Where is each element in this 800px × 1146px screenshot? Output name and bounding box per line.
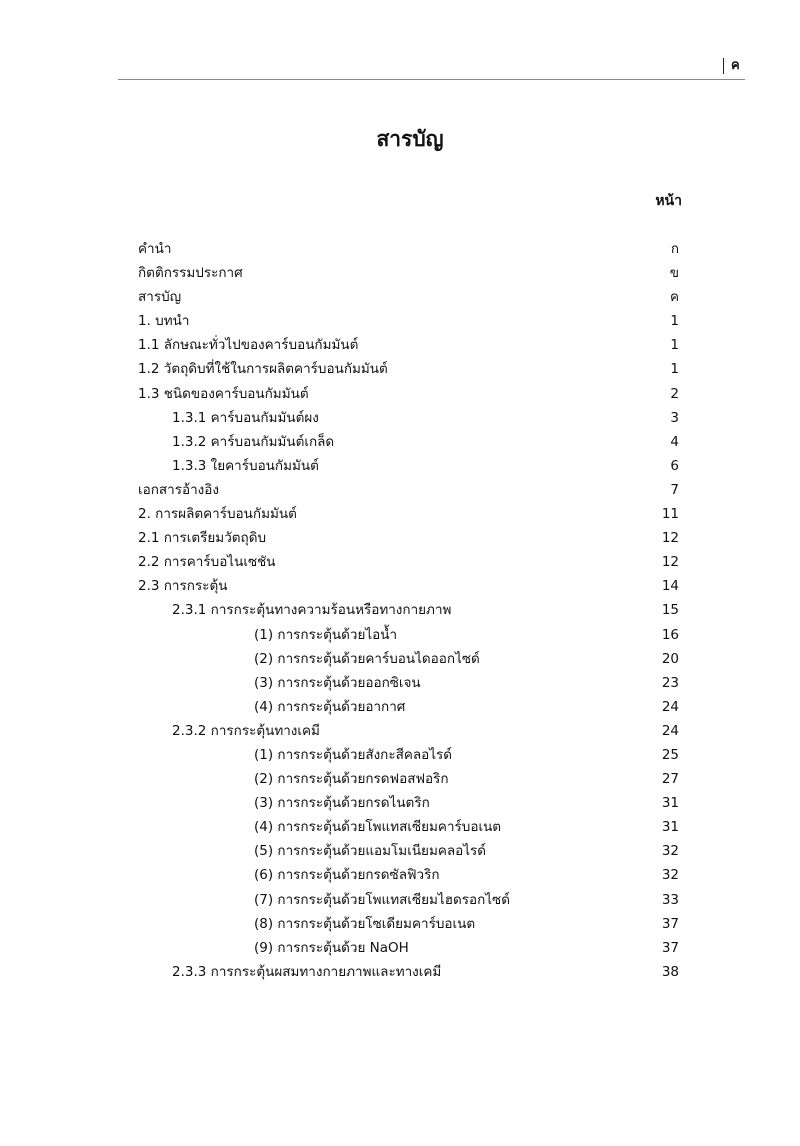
toc-entry <box>138 719 679 743</box>
toc-entry-page: 31 <box>661 795 679 812</box>
toc-entry-label: 2.3.1 การกระตุ้นทางความร้อนหรือทางกายภาพ <box>172 602 452 619</box>
toc-entry-page: 32 <box>661 867 679 884</box>
toc-entry <box>138 888 679 912</box>
toc-entry-label: (3) การกระตุ้นด้วยกรดไนตริก <box>254 795 430 812</box>
toc-entry-label: 1.3.3 ใยคาร์บอนกัมมันต์ <box>172 457 319 474</box>
toc-entry <box>138 623 679 647</box>
toc-entry-label: (5) การกระตุ้นด้วยแอมโมเนียมคลอไรด์ <box>254 843 487 860</box>
toc-entry-label: 2.3.3 การกระตุ้นผสมทางกายภาพและทางเคมี <box>172 963 442 980</box>
toc-entry-label: (4) การกระตุ้นด้วยโพแทสเซียมคาร์บอเนต <box>254 819 502 836</box>
toc-entry-page: 24 <box>661 722 679 739</box>
toc-entry-page: 1 <box>670 361 679 378</box>
toc-entry-label: 1. บทนำ <box>138 313 190 330</box>
toc-entry-label: 1.2 วัตถุดิบที่ใช้ในการผลิตคาร์บอนกัมมันต์ <box>138 361 388 378</box>
toc-entry-page: 2 <box>670 385 679 402</box>
toc-entry-page: 12 <box>661 530 679 547</box>
toc-entry <box>138 454 679 478</box>
table-of-contents <box>138 237 679 984</box>
toc-entry <box>138 671 679 695</box>
toc-entry-label: (6) การกระตุ้นด้วยกรดซัลฟิวริก <box>254 867 440 884</box>
toc-entry-page: 15 <box>661 602 679 619</box>
toc-entry <box>138 574 679 598</box>
toc-entry-page: 38 <box>661 963 679 980</box>
toc-entry-label: (2) การกระตุ้นด้วยคาร์บอนไดออกไซด์ <box>254 650 480 667</box>
toc-entry <box>138 357 679 381</box>
toc-entry-label: 1.3 ชนิดของคาร์บอนกัมมันต์ <box>138 385 309 402</box>
toc-entry <box>138 526 679 550</box>
toc-entry <box>138 406 679 430</box>
toc-entry-page: 27 <box>661 771 679 788</box>
toc-entry <box>138 285 679 309</box>
toc-entry-page: 37 <box>661 915 679 932</box>
toc-entry-label: 1.1 ลักษณะทั่วไปของคาร์บอนกัมมันต์ <box>138 337 359 354</box>
toc-entry <box>138 743 679 767</box>
toc-entry <box>138 863 679 887</box>
toc-entry-label: (1) การกระตุ้นด้วยไอน้ำ <box>254 626 398 643</box>
toc-entry-page: ก <box>670 241 679 257</box>
toc-entry-label: (9) การกระตุ้นด้วย NaOH <box>254 939 409 956</box>
toc-entry-label: คำนำ <box>138 241 172 257</box>
page-title: สารบัญ <box>376 127 444 151</box>
toc-entry <box>138 815 679 839</box>
toc-entry-label: 2. การผลิตคาร์บอนกัมมันต์ <box>138 506 297 523</box>
toc-entry <box>138 502 679 526</box>
toc-entry <box>138 767 679 791</box>
toc-entry <box>138 839 679 863</box>
toc-entry-page: 20 <box>661 650 679 667</box>
toc-entry <box>138 309 679 333</box>
toc-entry-page: 24 <box>661 698 679 715</box>
toc-entry-label: (2) การกระตุ้นด้วยกรดฟอสฟอริก <box>254 771 449 788</box>
toc-entry <box>138 598 679 622</box>
toc-entry <box>138 912 679 936</box>
toc-entry-page: ข <box>669 265 679 282</box>
toc-entry-label: 2.3 การกระตุ้น <box>138 578 228 595</box>
toc-entry <box>138 936 679 960</box>
toc-entry-page: 3 <box>670 409 679 426</box>
toc-entry-page: ค <box>669 289 679 306</box>
toc-entry-label: (4) การกระตุ้นด้วยอากาศ <box>254 698 406 715</box>
toc-entry-page: 33 <box>661 891 679 908</box>
toc-entry-label: (8) การกระตุ้นด้วยโซเดียมคาร์บอเนต <box>254 915 476 932</box>
toc-entry <box>138 261 679 285</box>
page-column-header: หน้า <box>655 193 682 209</box>
toc-entry <box>138 647 679 671</box>
toc-entry-label: 2.3.2 การกระตุ้นทางเคมี <box>172 722 320 739</box>
toc-entry-page: 31 <box>661 819 679 836</box>
toc-entry-page: 37 <box>661 939 679 956</box>
toc-entry-page: 14 <box>661 578 679 595</box>
toc-entry <box>138 382 679 406</box>
toc-entry-page: 23 <box>661 674 679 691</box>
toc-entry-page: 4 <box>670 433 679 450</box>
toc-entry-label: เอกสารอ้างอิง <box>138 481 219 498</box>
toc-entry-page: 7 <box>670 481 679 498</box>
toc-entry-page: 6 <box>670 457 679 474</box>
toc-entry-page: 12 <box>661 554 679 571</box>
toc-entry <box>138 550 679 574</box>
toc-entry-label: 2.1 การเตรียมวัตถุดิบ <box>138 530 267 547</box>
toc-entry-page: 1 <box>670 337 679 354</box>
toc-entry-label: สารบัญ <box>138 289 182 306</box>
toc-entry <box>138 333 679 357</box>
toc-entry <box>138 791 679 815</box>
toc-entry-page: 1 <box>670 313 679 330</box>
toc-entry-page: 25 <box>661 746 679 763</box>
toc-entry-page: 16 <box>661 626 679 643</box>
toc-entry <box>138 695 679 719</box>
toc-entry <box>138 237 679 261</box>
toc-entry-label: (1) การกระตุ้นด้วยสังกะสีคลอไรด์ <box>254 746 453 763</box>
toc-entry-label: 2.2 การคาร์บอไนเซชัน <box>138 554 276 571</box>
header-separator-bar <box>723 58 724 74</box>
toc-entry-page: 11 <box>661 506 679 523</box>
toc-entry <box>138 478 679 502</box>
toc-entry-label: 1.3.1 คาร์บอนกัมมันต์ผง <box>172 409 319 426</box>
page-number: ค <box>731 58 740 73</box>
toc-entry <box>138 430 679 454</box>
toc-entry-page: 32 <box>661 843 679 860</box>
header-rule <box>118 79 745 80</box>
toc-entry-label: (3) การกระตุ้นด้วยออกซิเจน <box>254 674 421 691</box>
toc-entry-label: (7) การกระตุ้นด้วยโพแทสเซียมไฮดรอกไซด์ <box>254 891 510 908</box>
toc-entry <box>138 960 679 984</box>
toc-entry-label: กิตติกรรมประกาศ <box>138 265 243 282</box>
toc-entry-label: 1.3.2 คาร์บอนกัมมันต์เกล็ด <box>172 433 335 450</box>
